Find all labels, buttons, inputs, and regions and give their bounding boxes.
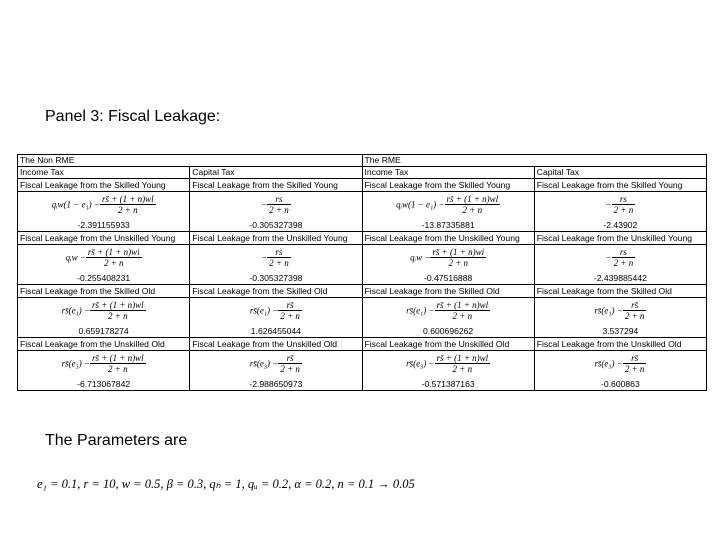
leakage-formula-row bbox=[18, 192, 707, 232]
formula-prefix: qᵢw − bbox=[65, 252, 86, 263]
leakage-label-cell: Fiscal Leakage from the Unskilled Young bbox=[362, 232, 534, 245]
formula-fraction bbox=[86, 247, 142, 268]
formula-fraction bbox=[278, 353, 302, 374]
leakage-value: 0.600696262 bbox=[423, 326, 474, 336]
formula-numerator: rs bbox=[267, 247, 291, 258]
leakage-value: -6.713067842 bbox=[77, 379, 131, 389]
formula-denominator: 2 + n bbox=[448, 258, 469, 268]
formula-prefix: rs̄(e₁) − bbox=[249, 305, 279, 316]
leakage-formula-cell bbox=[190, 351, 362, 391]
leakage-value: -2.43902 bbox=[603, 220, 638, 230]
leakage-label-cell: Fiscal Leakage from the Unskilled Young bbox=[534, 232, 706, 245]
formula-numerator: rs̄ + (1 + n)wl bbox=[92, 300, 144, 310]
leakage-formula-cell bbox=[362, 192, 534, 232]
formula-denominator: 2 + n bbox=[452, 311, 473, 321]
leakage-formula-cell bbox=[18, 245, 190, 285]
leakage-formula bbox=[18, 247, 189, 268]
leakage-formula-cell bbox=[18, 298, 190, 338]
group-header-non-rme: The Non RME bbox=[18, 155, 363, 167]
leakage-formula-cell bbox=[534, 298, 706, 338]
leakage-value: -2.439885442 bbox=[593, 273, 647, 283]
leakage-label-cell: Fiscal Leakage from the Unskilled Old bbox=[534, 338, 706, 351]
leakage-value: -0.47516888 bbox=[423, 273, 473, 283]
leakage-label-row bbox=[18, 179, 707, 192]
leakage-formula-cell bbox=[190, 192, 362, 232]
leakage-formula bbox=[190, 300, 361, 321]
formula-fraction bbox=[100, 194, 156, 215]
formula-prefix: − bbox=[261, 199, 268, 210]
formula-denominator: 2 + n bbox=[269, 258, 289, 268]
tax-header: Capital Tax bbox=[534, 167, 706, 179]
formula-numerator: rs̄ + (1 + n)wl bbox=[436, 353, 489, 363]
formula-denominator: 2 + n bbox=[108, 311, 128, 321]
group-header-row bbox=[18, 155, 707, 167]
group-header-rme: The RME bbox=[362, 155, 707, 167]
leakage-formula bbox=[363, 247, 534, 268]
leakage-formula-cell bbox=[362, 298, 534, 338]
formula-prefix: qᵢw − bbox=[410, 252, 431, 263]
leakage-formula-cell bbox=[362, 245, 534, 285]
tax-header: Capital Tax bbox=[190, 167, 362, 179]
formula-numerator: rs̄ bbox=[623, 353, 647, 364]
formula-numerator: rs̄ + (1 + n)wl bbox=[446, 194, 499, 204]
leakage-value: -0.305327398 bbox=[249, 273, 303, 283]
leakage-label-cell: Fiscal Leakage from the Skilled Young bbox=[534, 179, 706, 192]
formula-prefix: − bbox=[605, 252, 612, 263]
leakage-label-cell: Fiscal Leakage from the Skilled Young bbox=[18, 179, 190, 192]
leakage-value: 3.537294 bbox=[602, 326, 639, 336]
leakage-formula bbox=[190, 247, 361, 268]
leakage-formula bbox=[363, 300, 534, 321]
formula-numerator: rs̄ + (1 + n)wi bbox=[87, 247, 140, 257]
formula-prefix: − bbox=[261, 252, 268, 263]
leakage-formula-row bbox=[18, 351, 707, 391]
leakage-value: -0.305327398 bbox=[249, 220, 303, 230]
leakage-label-row bbox=[18, 285, 707, 298]
leakage-label-cell: Fiscal Leakage from the Unskilled Young bbox=[18, 232, 190, 245]
leakage-formula bbox=[190, 353, 361, 374]
leakage-formula bbox=[535, 353, 706, 374]
formula-denominator: 2 + n bbox=[462, 205, 483, 215]
formula-prefix: rs̄(e₁) − bbox=[594, 305, 623, 316]
formula-fraction bbox=[612, 247, 636, 268]
formula-numerator: rs̄ + (1 + n)wl bbox=[92, 353, 144, 363]
formula-numerator: rs̄ bbox=[278, 300, 302, 311]
leakage-formula-cell bbox=[534, 192, 706, 232]
formula-prefix: qᵢw(1 − e₁) − bbox=[396, 199, 445, 210]
leakage-value: -13.87335881 bbox=[421, 220, 475, 230]
formula-fraction bbox=[90, 353, 146, 374]
formula-fraction bbox=[267, 247, 291, 268]
formula-fraction bbox=[623, 300, 647, 321]
fiscal-leakage-table bbox=[17, 154, 707, 391]
formula-prefix: qᵢw(1 − e₁) − bbox=[51, 199, 101, 210]
leakage-value: -0.255408231 bbox=[77, 273, 131, 283]
formula-fraction bbox=[623, 353, 647, 374]
tax-header: Income Tax bbox=[18, 167, 190, 179]
leakage-label-cell: Fiscal Leakage from the Skilled Old bbox=[362, 285, 534, 298]
leakage-formula-cell bbox=[18, 351, 190, 391]
leakage-label-row bbox=[18, 232, 707, 245]
formula-fraction bbox=[612, 194, 636, 215]
formula-fraction bbox=[435, 353, 491, 374]
parameters-title: The Parameters are bbox=[45, 432, 188, 449]
formula-denominator: 2 + n bbox=[103, 258, 124, 268]
leakage-value: -2.391155933 bbox=[77, 220, 130, 230]
formula-denominator: 2 + n bbox=[613, 258, 634, 268]
leakage-formula bbox=[535, 247, 706, 268]
formula-denominator: 2 + n bbox=[280, 311, 300, 321]
formula-denominator: 2 + n bbox=[118, 205, 138, 215]
leakage-label-cell: Fiscal Leakage from the Unskilled Old bbox=[362, 338, 534, 351]
leakage-label-cell: Fiscal Leakage from the Skilled Old bbox=[190, 285, 362, 298]
leakage-value: 0.659178274 bbox=[78, 326, 129, 336]
leakage-label-cell: Fiscal Leakage from the Skilled Old bbox=[534, 285, 706, 298]
formula-fraction bbox=[435, 300, 491, 321]
leakage-formula-cell bbox=[534, 351, 706, 391]
leakage-label-cell: Fiscal Leakage from the Unskilled Old bbox=[18, 338, 190, 351]
formula-prefix: rs̄(e₁) − bbox=[61, 305, 91, 316]
parameters-formula: e₁ = 0.1, r = 10, w = 0.5, β = 0.3, qₕ = 1, qᵤ = 0.2, α = 0.2, n = 0.1 → 0.05 bbox=[37, 477, 415, 491]
formula-numerator: rs bbox=[612, 194, 636, 205]
formula-numerator: rs̄ + (1 + n)wi bbox=[432, 247, 485, 257]
formula-denominator: 2 + n bbox=[280, 364, 300, 374]
formula-fraction bbox=[90, 300, 146, 321]
leakage-formula bbox=[535, 300, 706, 321]
formula-prefix: rs̄(e₃) − bbox=[61, 358, 91, 369]
leakage-formula-cell bbox=[534, 245, 706, 285]
leakage-formula-row bbox=[18, 245, 707, 285]
formula-prefix: rs̄(e₃) − bbox=[594, 358, 623, 369]
leakage-formula bbox=[363, 353, 534, 374]
formula-denominator: 2 + n bbox=[269, 205, 289, 215]
formula-denominator: 2 + n bbox=[108, 364, 128, 374]
formula-numerator: rs̄ + (1 + n)wl bbox=[102, 194, 154, 204]
leakage-formula bbox=[18, 353, 189, 374]
leakage-formula-cell bbox=[18, 192, 190, 232]
formula-denominator: 2 + n bbox=[452, 364, 473, 374]
leakage-value: -0.600863 bbox=[601, 379, 640, 389]
leakage-formula-cell bbox=[362, 351, 534, 391]
leakage-value: -2.988650973 bbox=[249, 379, 303, 389]
leakage-label-cell: Fiscal Leakage from the Skilled Young bbox=[362, 179, 534, 192]
leakage-value: 1.626455044 bbox=[250, 326, 301, 336]
formula-numerator: rs̄ bbox=[623, 300, 647, 311]
formula-denominator: 2 + n bbox=[613, 205, 634, 215]
leakage-formula bbox=[18, 194, 189, 215]
formula-prefix: rs̄(e₁) − bbox=[406, 305, 435, 316]
slide-title: Panel 3: Fiscal Leakage: bbox=[45, 108, 221, 125]
leakage-formula bbox=[18, 300, 189, 321]
formula-fraction bbox=[445, 194, 501, 215]
formula-numerator: rs bbox=[612, 247, 636, 258]
leakage-label-cell: Fiscal Leakage from the Skilled Old bbox=[18, 285, 190, 298]
formula-denominator: 2 + n bbox=[624, 311, 645, 321]
leakage-formula bbox=[363, 194, 534, 215]
formula-numerator: rs̄ + (1 + n)wl bbox=[436, 300, 489, 310]
leakage-formula bbox=[190, 194, 361, 215]
leakage-value: -0.571387163 bbox=[421, 379, 475, 389]
leakage-blocks bbox=[18, 179, 707, 391]
leakage-formula bbox=[535, 194, 706, 215]
formula-prefix: − bbox=[605, 199, 612, 210]
leakage-formula-cell bbox=[190, 298, 362, 338]
formula-fraction bbox=[267, 194, 291, 215]
tax-header: Income Tax bbox=[362, 167, 534, 179]
leakage-label-cell: Fiscal Leakage from the Skilled Young bbox=[190, 179, 362, 192]
leakage-formula-cell bbox=[190, 245, 362, 285]
formula-prefix: rs̄(e₃) − bbox=[249, 358, 279, 369]
tax-header-row bbox=[18, 167, 707, 179]
leakage-label-cell: Fiscal Leakage from the Unskilled Young bbox=[190, 232, 362, 245]
formula-prefix: rs̄(e₃) − bbox=[406, 358, 435, 369]
formula-fraction bbox=[278, 300, 302, 321]
formula-fraction bbox=[430, 247, 486, 268]
leakage-label-cell: Fiscal Leakage from the Unskilled Old bbox=[190, 338, 362, 351]
formula-numerator: rs̄ bbox=[278, 353, 302, 364]
leakage-label-row bbox=[18, 338, 707, 351]
formula-denominator: 2 + n bbox=[624, 364, 645, 374]
formula-numerator: rs bbox=[267, 194, 291, 205]
leakage-formula-row bbox=[18, 298, 707, 338]
